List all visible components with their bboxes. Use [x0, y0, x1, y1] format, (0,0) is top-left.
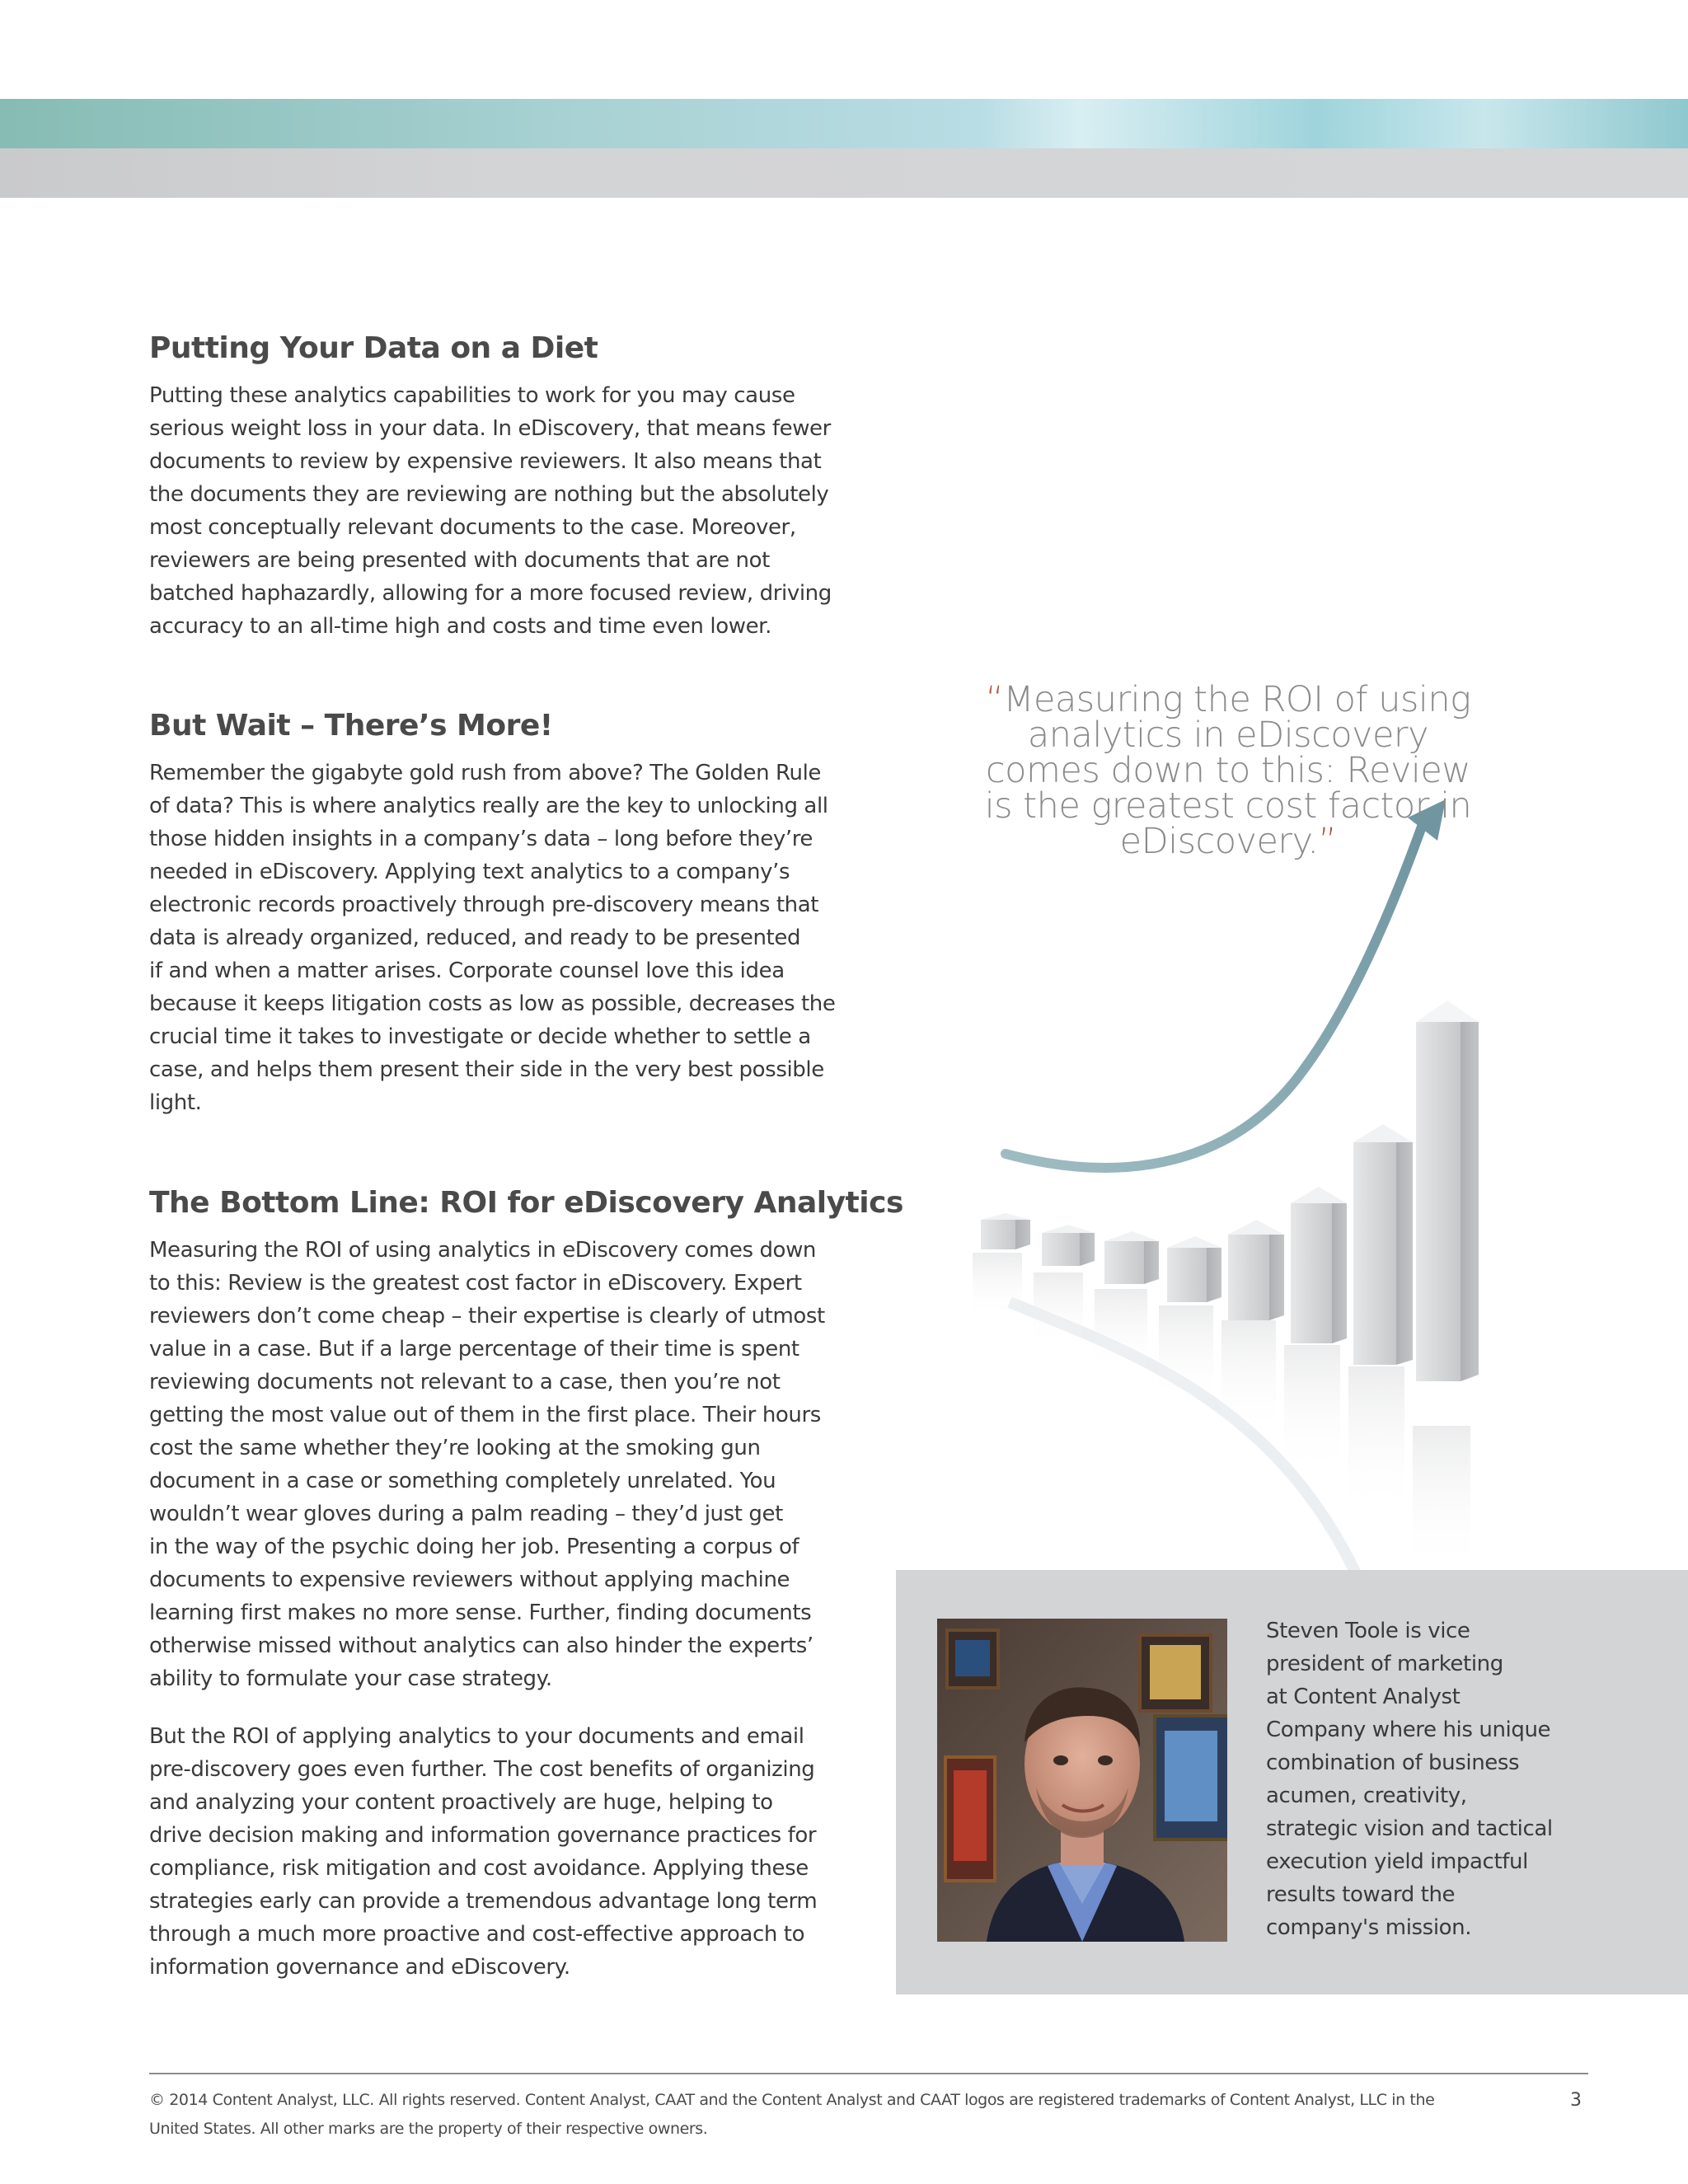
text-line: information governance and eDiscovery.: [149, 1955, 570, 1980]
text-line: through a much more proactive and cost-effective approach to: [149, 1922, 805, 1947]
text-line: But the ROI of applying analytics to your documents and email: [149, 1724, 804, 1749]
bio-line: company's mission.: [1266, 1915, 1472, 1940]
bio-line: combination of business: [1266, 1750, 1520, 1775]
quote-text: Measuring the ROI of using: [1003, 679, 1471, 720]
author-bio-text: [1266, 1615, 1553, 1944]
text-line: Remember the gigabyte gold rush from above? The Golden Rule: [149, 761, 822, 785]
bio-line: strategic vision and tactical: [1266, 1816, 1553, 1841]
text-line: because it keeps litigation costs as low as possible, decreases the: [149, 991, 836, 1016]
header-banner-teal: [0, 99, 1688, 148]
footer-line: United States. All other marks are the property of their respective owners.: [149, 2120, 708, 2138]
text-line: light.: [149, 1090, 202, 1115]
author-portrait-photo: [937, 1619, 1227, 1942]
section-more: [149, 707, 850, 1119]
text-line: Putting these analytics capabilities to work for you may cause: [149, 383, 795, 408]
bio-line: results toward the: [1266, 1882, 1456, 1907]
quote-line: is the greatest cost factor in: [984, 785, 1472, 827]
text-line: reviewers don’t come cheap – their expertise is clearly of utmost: [149, 1304, 825, 1329]
section-heading: But Wait – There’s More!: [149, 709, 553, 743]
quote-line: [973, 821, 1484, 862]
text-line: crucial time it takes to investigate or decide whether to settle a: [149, 1024, 811, 1049]
text-line: data is already organized, reduced, and ready to be presented: [149, 926, 801, 950]
text-line: to this: Review is the greatest cost factor in eDiscovery. Expert: [149, 1271, 802, 1296]
section-paragraph: [149, 379, 850, 643]
text-line: case, and helps them present their side in the very best possible: [149, 1057, 824, 1082]
text-line: document in a case or something completely unrelated. You: [149, 1469, 776, 1493]
section-data-diet: [149, 330, 850, 643]
open-quote-mark: “: [985, 679, 1004, 720]
text-line: most conceptually relevant documents to the case. Moreover,: [149, 515, 796, 540]
text-line: of data? This is where analytics really are the key to unlocking all: [149, 794, 828, 818]
text-line: strategies early can provide a tremendous advantage long term: [149, 1889, 818, 1914]
section-paragraph: [149, 1720, 850, 1984]
text-line: drive decision making and information governance practices for: [149, 1823, 817, 1848]
text-line: reviewing documents not relevant to a case, then you’re not: [149, 1370, 781, 1394]
quote-line: [973, 679, 1484, 720]
bio-line: Steven Toole is vice: [1266, 1619, 1470, 1643]
text-line: needed in eDiscovery. Applying text analytics to a company’s: [149, 860, 790, 884]
text-line: the documents they are reviewing are nothing but the absolutely: [149, 482, 829, 507]
text-line: if and when a matter arises. Corporate counsel love this idea: [149, 958, 785, 983]
bio-line: Company where his unique: [1266, 1718, 1551, 1742]
text-line: compliance, risk mitigation and cost avoidance. Applying these: [149, 1856, 809, 1881]
text-line: documents to expensive reviewers without applying machine: [149, 1568, 790, 1592]
text-line: serious weight loss in your data. In eDiscovery, that means fewer: [149, 416, 831, 441]
text-line: those hidden insights in a company’s data – long before they’re: [149, 827, 814, 851]
quote-line: comes down to this: Review: [986, 750, 1470, 791]
section-heading: The Bottom Line: ROI for eDiscovery Analytics: [149, 1186, 903, 1220]
header-banner-gray: [0, 148, 1688, 198]
bio-line: acumen, creativity,: [1266, 1783, 1467, 1808]
text-line: electronic records proactively through pre-discovery means that: [149, 893, 819, 917]
pull-quote: [973, 679, 1484, 862]
section-paragraph: [149, 1234, 850, 1695]
text-line: cost the same whether they’re looking at the smoking gun: [149, 1436, 761, 1460]
section-bottom-line: [149, 1184, 903, 1984]
text-line: Measuring the ROI of using analytics in eDiscovery comes down: [149, 1238, 817, 1263]
bio-line: execution yield impactful: [1266, 1849, 1528, 1874]
text-line: learning first makes no more sense. Further, finding documents: [149, 1601, 812, 1625]
close-quote-mark: ”: [1318, 821, 1337, 862]
author-bio-box: [896, 1570, 1688, 1994]
text-line: wouldn’t wear gloves during a palm reading – they’d just get: [149, 1502, 783, 1526]
footer-line: © 2014 Content Analyst, LLC. All rights reserved. Content Analyst, CAAT and the Content Analyst and CAAT logos are registered trademarks of Content Analyst, LLC in the: [149, 2091, 1435, 2109]
text-line: value in a case. But if a large percentage of their time is spent: [149, 1337, 799, 1361]
text-line: getting the most value out of them in the first place. Their hours: [149, 1403, 821, 1427]
bio-line: at Content Analyst: [1266, 1685, 1461, 1709]
text-line: in the way of the psychic doing her job. Presenting a corpus of: [149, 1535, 799, 1559]
quote-text: eDiscovery.: [1119, 821, 1319, 862]
text-line: documents to review by expensive reviewers. It also means that: [149, 449, 822, 474]
text-line: accuracy to an all-time high and costs and time even lower.: [149, 614, 771, 639]
text-line: pre-discovery goes even further. The cost benefits of organizing: [149, 1757, 815, 1782]
section-heading: Putting Your Data on a Diet: [149, 331, 598, 365]
text-line: ability to formulate your case strategy.: [149, 1666, 552, 1691]
page-number: 3: [1570, 2090, 1582, 2111]
quote-line: analytics in eDiscovery: [1027, 715, 1429, 756]
footer-divider: [149, 2073, 1588, 2074]
text-line: and analyzing your content proactively are huge, helping to: [149, 1790, 773, 1815]
growth-bar-chart-illustration: [964, 775, 1558, 1582]
bio-line: president of marketing: [1266, 1652, 1503, 1676]
text-line: otherwise missed without analytics can also hinder the experts’: [149, 1633, 814, 1658]
text-line: reviewers are being presented with documents that are not: [149, 548, 770, 573]
section-paragraph: [149, 757, 850, 1119]
text-line: batched haphazardly, allowing for a more focused review, driving: [149, 581, 832, 606]
footer-copyright: [149, 2086, 1434, 2144]
